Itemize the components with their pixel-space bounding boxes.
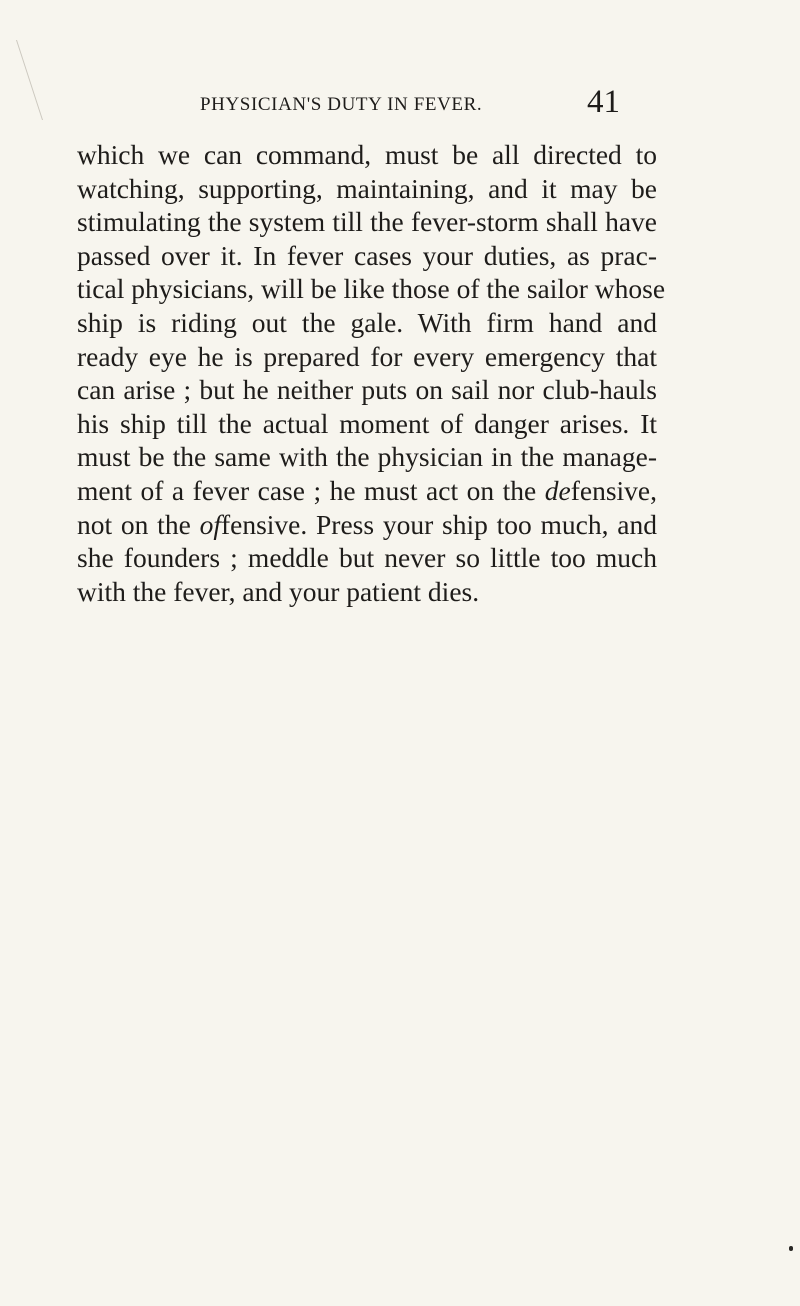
text-line: which we can command, must be all directed to: [77, 139, 657, 170]
text-line: ready eye he is prepared for every emergency that: [77, 340, 657, 372]
body-paragraph: [77, 138, 666, 608]
text-line: with the fever, and your patient dies.: [77, 575, 480, 607]
page-number: 41: [587, 84, 620, 120]
text-line: watching, supporting, maintaining, and it may be: [77, 172, 657, 204]
text-line: his ship till the actual moment of danger arises. It: [77, 407, 657, 439]
print-speck: [789, 1246, 793, 1251]
text-line: not on the offensive. Press your ship too much, and: [77, 508, 657, 540]
text-line: must be the same with the physician in the manage-: [77, 441, 657, 473]
page-edge-mark: [0, 40, 43, 120]
running-head: PHYSICIAN'S DUTY IN FEVER.: [200, 94, 483, 115]
text-line: can arise ; but he neither puts on sail nor club-hauls: [77, 374, 657, 406]
text-line: passed over it. In fever cases your duties, as prac-: [77, 239, 657, 271]
text-line: tical physicians, will be like those of the sailor whose: [77, 273, 666, 305]
text-line: she founders ; meddle but never so little too much: [77, 542, 657, 574]
text-line: stimulating the system till the fever-storm shall have: [77, 206, 657, 238]
text-line: ship is riding out the gale. With firm hand and: [77, 306, 657, 338]
text-line: ment of a fever case ; he must act on the defensive,: [77, 474, 657, 506]
